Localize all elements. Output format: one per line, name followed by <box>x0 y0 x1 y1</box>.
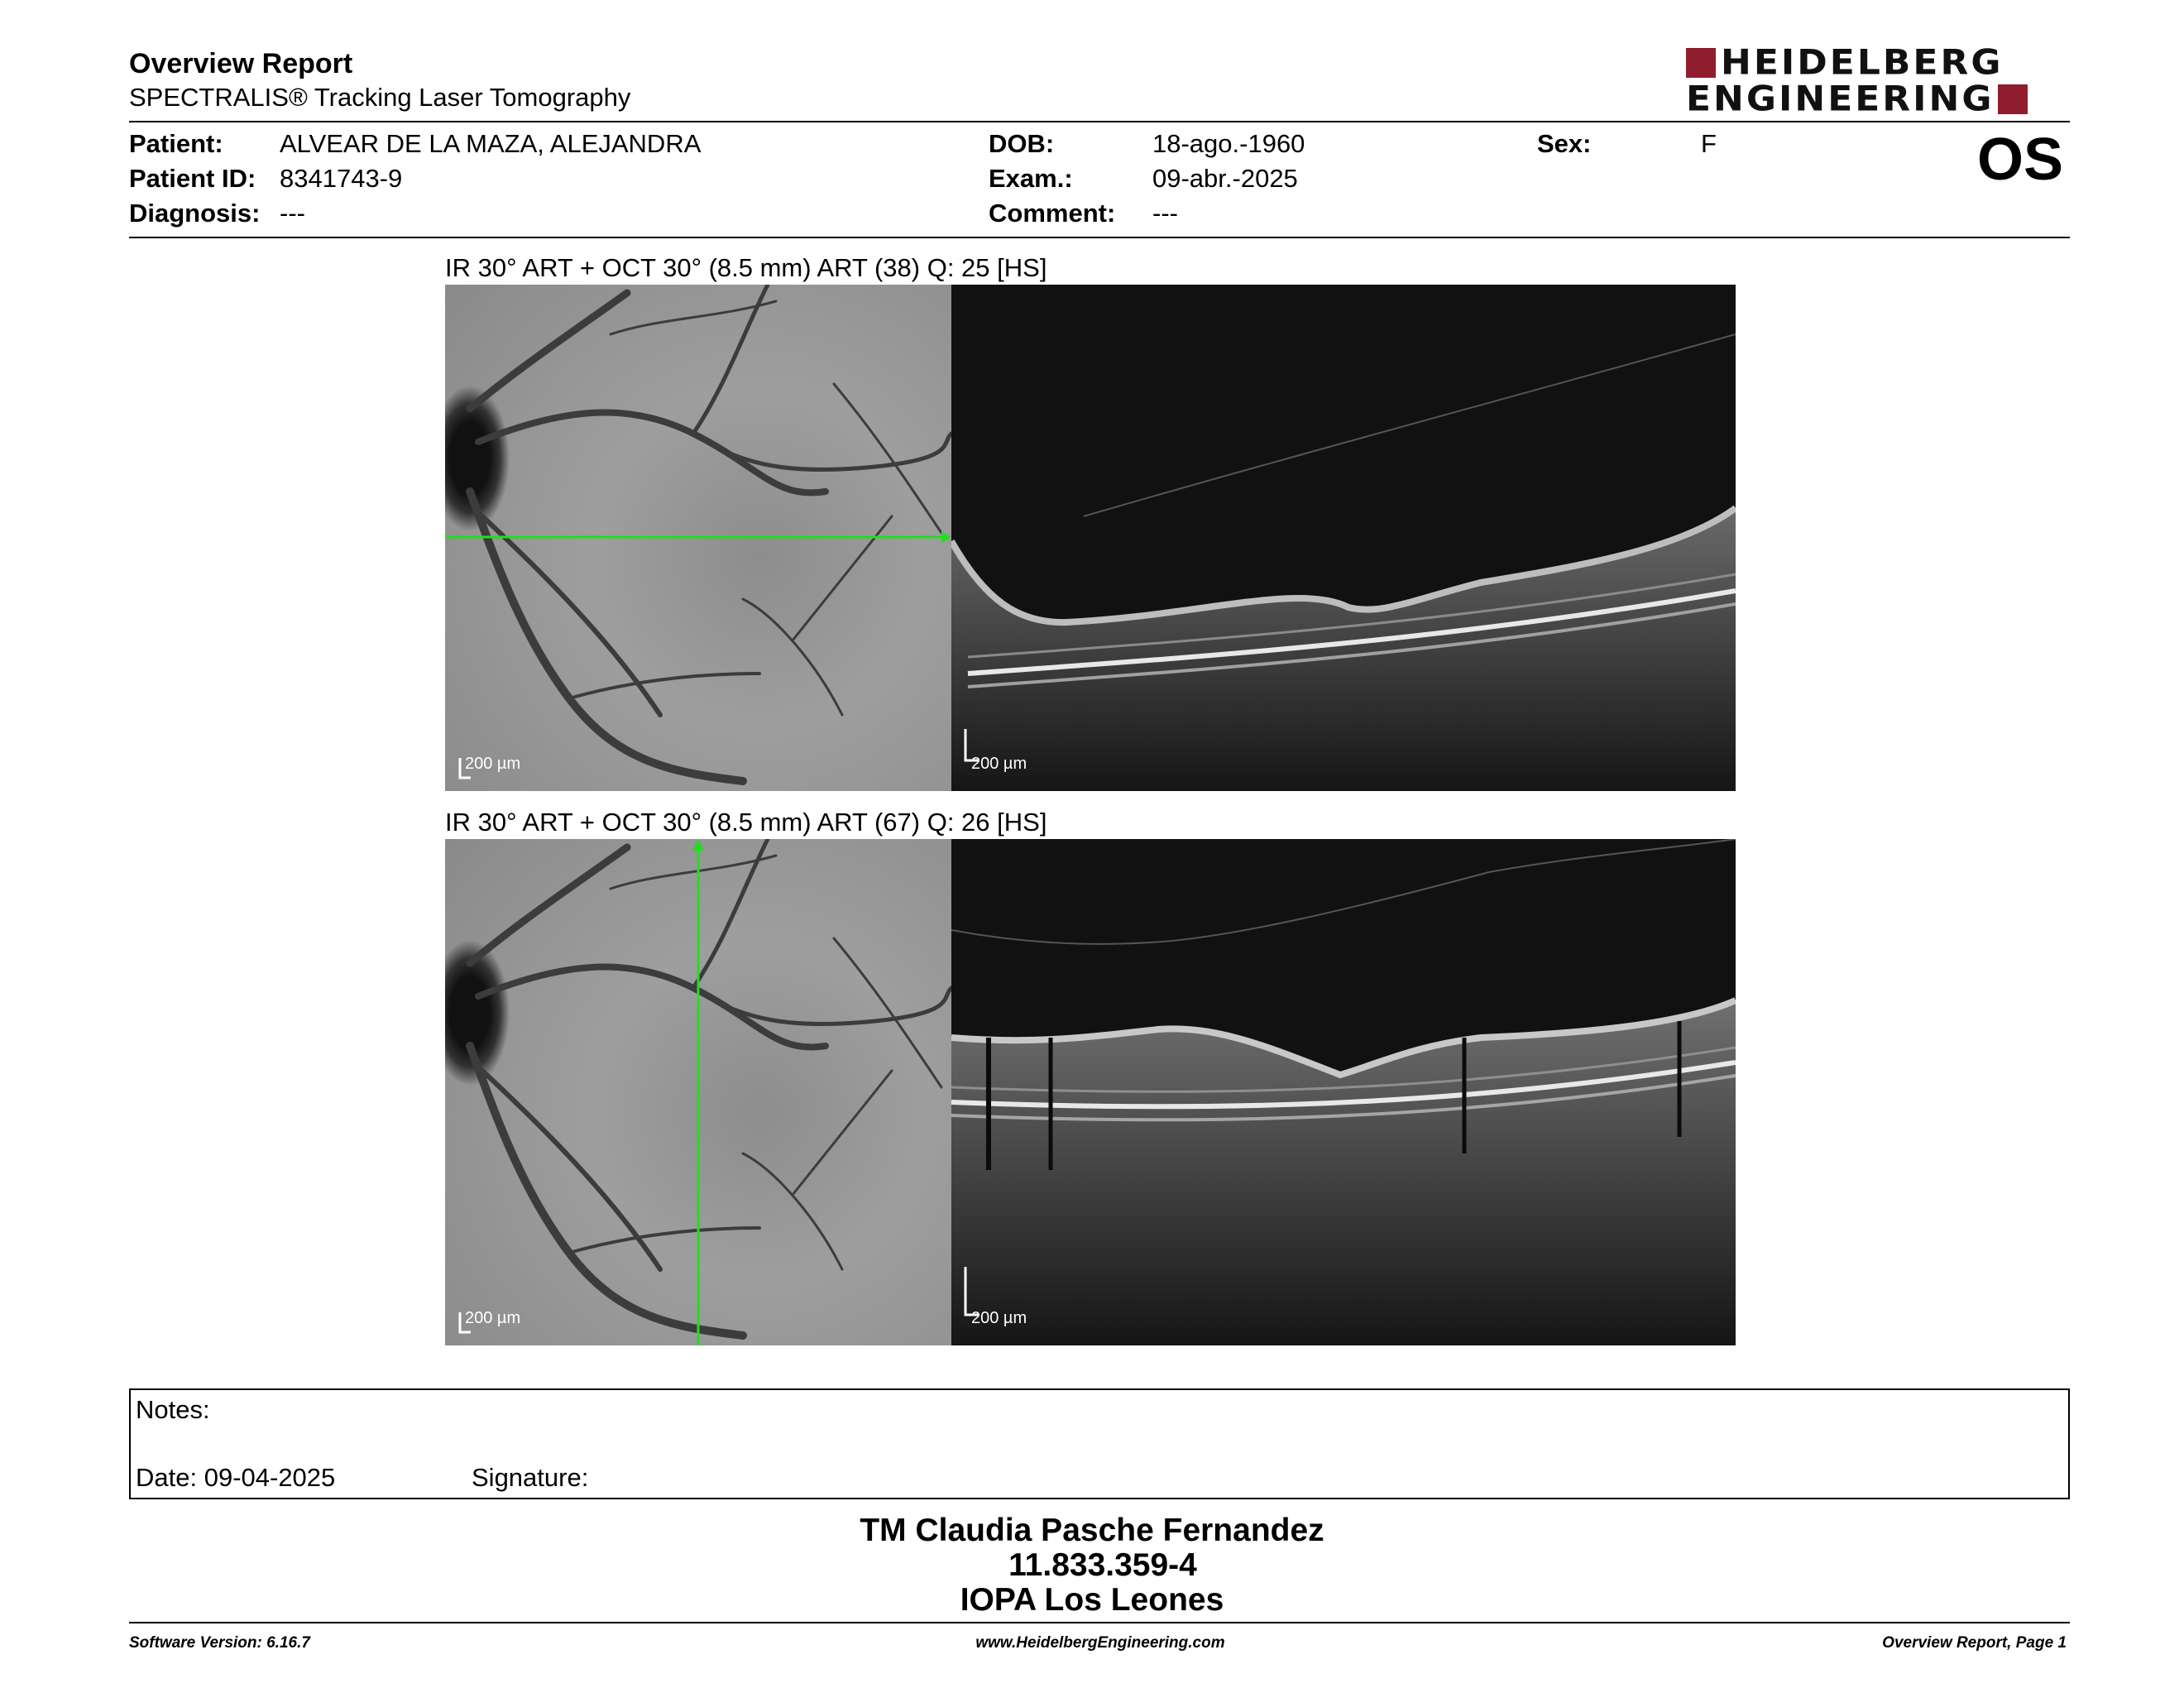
report-subtitle: SPECTRALIS® Tracking Laser Tomography <box>129 83 631 112</box>
technician-id: 11.833.359-4 <box>1008 1547 1197 1583</box>
sex-value: F <box>1701 129 1717 158</box>
dob-label: DOB: <box>989 129 1055 158</box>
logo-line1: HEIDELBERG <box>1721 42 2004 83</box>
patient-id-label: Patient ID: <box>129 164 256 193</box>
eye-laterality: OS <box>1977 127 2064 193</box>
logo-square-top <box>1686 48 1716 78</box>
diagnosis-value: --- <box>280 199 305 228</box>
logo-square-bottom <box>1998 84 2028 114</box>
patient-divider <box>129 237 2070 238</box>
notes-box <box>129 1388 2070 1499</box>
exam-value: 09-abr.-2025 <box>1152 164 1298 193</box>
report-title: Overview Report <box>129 48 353 79</box>
oct-scale-label: 200 µm <box>971 755 1027 773</box>
dob-value: 18-ago.-1960 <box>1152 129 1305 158</box>
notes-label: Notes: <box>136 1395 210 1424</box>
notes-date: Date: 09-04-2025 <box>136 1463 336 1492</box>
scan-line-horizontal <box>445 285 951 791</box>
comment-value: --- <box>1152 199 1178 228</box>
logo-line2: ENGINEERING <box>1686 79 1995 119</box>
ir-fundus-image <box>445 285 951 791</box>
page-label: Overview Report, Page 1 <box>1882 1634 2067 1652</box>
header-divider <box>129 121 2070 122</box>
scan-line-vertical <box>445 839 951 1345</box>
patient-label: Patient: <box>129 129 223 158</box>
oct-scale-label: 200 µm <box>971 1309 1027 1327</box>
fundus-scale-label: 200 µm <box>465 755 521 773</box>
footer-divider <box>129 1622 2070 1623</box>
website-link[interactable]: www.HeidelbergEngineering.com <box>975 1634 1225 1652</box>
fundus-scale-label: 200 µm <box>465 1309 521 1327</box>
oct-bscan-image <box>951 285 1736 791</box>
ir-fundus-image <box>445 839 951 1345</box>
software-version: Software Version: 6.16.7 <box>129 1634 310 1652</box>
scan-caption: IR 30° ART + OCT 30° (8.5 mm) ART (67) Q: 26 [HS] <box>445 808 1047 837</box>
comment-label: Comment: <box>989 199 1116 228</box>
sex-label: Sex: <box>1537 129 1592 158</box>
patient-id: 8341743-9 <box>280 164 403 193</box>
oct-bscan-image <box>951 839 1736 1345</box>
oct-retina-layers-graphic <box>951 839 1736 1345</box>
oct-retina-layers-graphic <box>951 285 1736 791</box>
signature-label: Signature: <box>472 1463 589 1492</box>
diagnosis-label: Diagnosis: <box>129 199 261 228</box>
patient-name: ALVEAR DE LA MAZA, ALEJANDRA <box>280 129 702 158</box>
institution-name: IOPA Los Leones <box>960 1582 1224 1618</box>
technician-name: TM Claudia Pasche Fernandez <box>860 1513 1324 1548</box>
exam-label: Exam.: <box>989 164 1073 193</box>
scan-caption: IR 30° ART + OCT 30° (8.5 mm) ART (38) Q: 25 [HS] <box>445 253 1047 282</box>
